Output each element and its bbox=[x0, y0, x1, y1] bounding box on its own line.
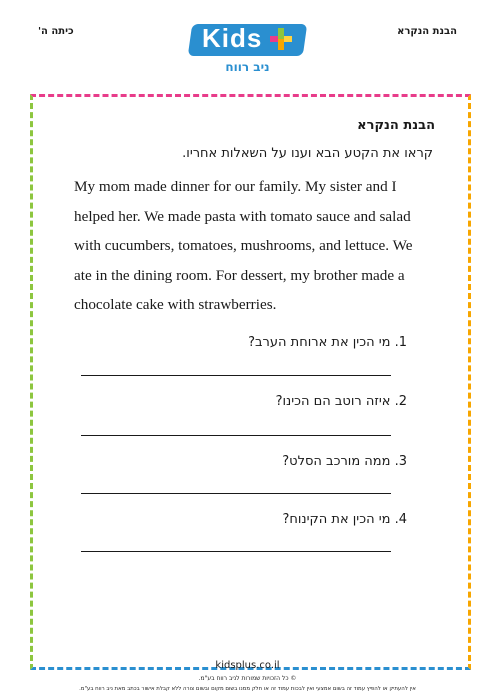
question-2: 2. איזה רוטב הם הכינו? bbox=[275, 394, 407, 409]
plus-icon bbox=[268, 26, 294, 52]
passage-line: ate in the dining room. For dessert, my brother made a bbox=[74, 266, 405, 284]
topic-label: הבנת הנקרא bbox=[397, 26, 457, 37]
footer-copyright: © כל הזכויות שמורות לניב רווח בע"מ. bbox=[198, 675, 297, 682]
worksheet-title: הבנת הנקרא bbox=[357, 118, 435, 133]
footer-website[interactable]: kidsplus.co.il bbox=[215, 660, 280, 671]
logo-brand-text: Kids bbox=[202, 23, 263, 53]
passage-line: My mom made dinner for our family. My sister and I bbox=[74, 178, 397, 195]
passage-line: chocolate cake with strawberries. bbox=[74, 296, 277, 313]
worksheet-instruction: קראו את הקטע הבא וענו על השאלות אחריו. bbox=[182, 146, 433, 161]
passage-line: with cucumbers, tomatoes, mushrooms, and lettuce. We bbox=[74, 237, 413, 254]
answer-line-2[interactable] bbox=[81, 435, 391, 436]
logo-subtitle: ניב רווח bbox=[225, 60, 270, 74]
reading-passage bbox=[74, 172, 434, 320]
answer-line-4[interactable] bbox=[81, 551, 391, 552]
passage-line: helped her. We made pasta with tomato sauce and salad bbox=[74, 207, 411, 225]
answer-line-1[interactable] bbox=[81, 375, 391, 376]
kids-plus-logo bbox=[190, 20, 305, 74]
grade-label: כיתה ה' bbox=[38, 26, 74, 37]
question-3: 3. ממה מורכב הסלט? bbox=[282, 454, 407, 469]
footer-legal-notice: אין להעתיק או להפיץ עמוד זה בשום אמצעי ואין לבכות עמוד זה או חלק ממנו בשום מקום ובשום צורה ללא קבלת אישור בכתב מאת ניב רווח בע"מ. bbox=[79, 686, 416, 692]
answer-line-3[interactable] bbox=[81, 493, 391, 494]
question-4: 4. מי הכין את הקינוח? bbox=[282, 512, 407, 527]
question-1: 1. מי הכין את ארוחת הערב? bbox=[248, 335, 407, 350]
